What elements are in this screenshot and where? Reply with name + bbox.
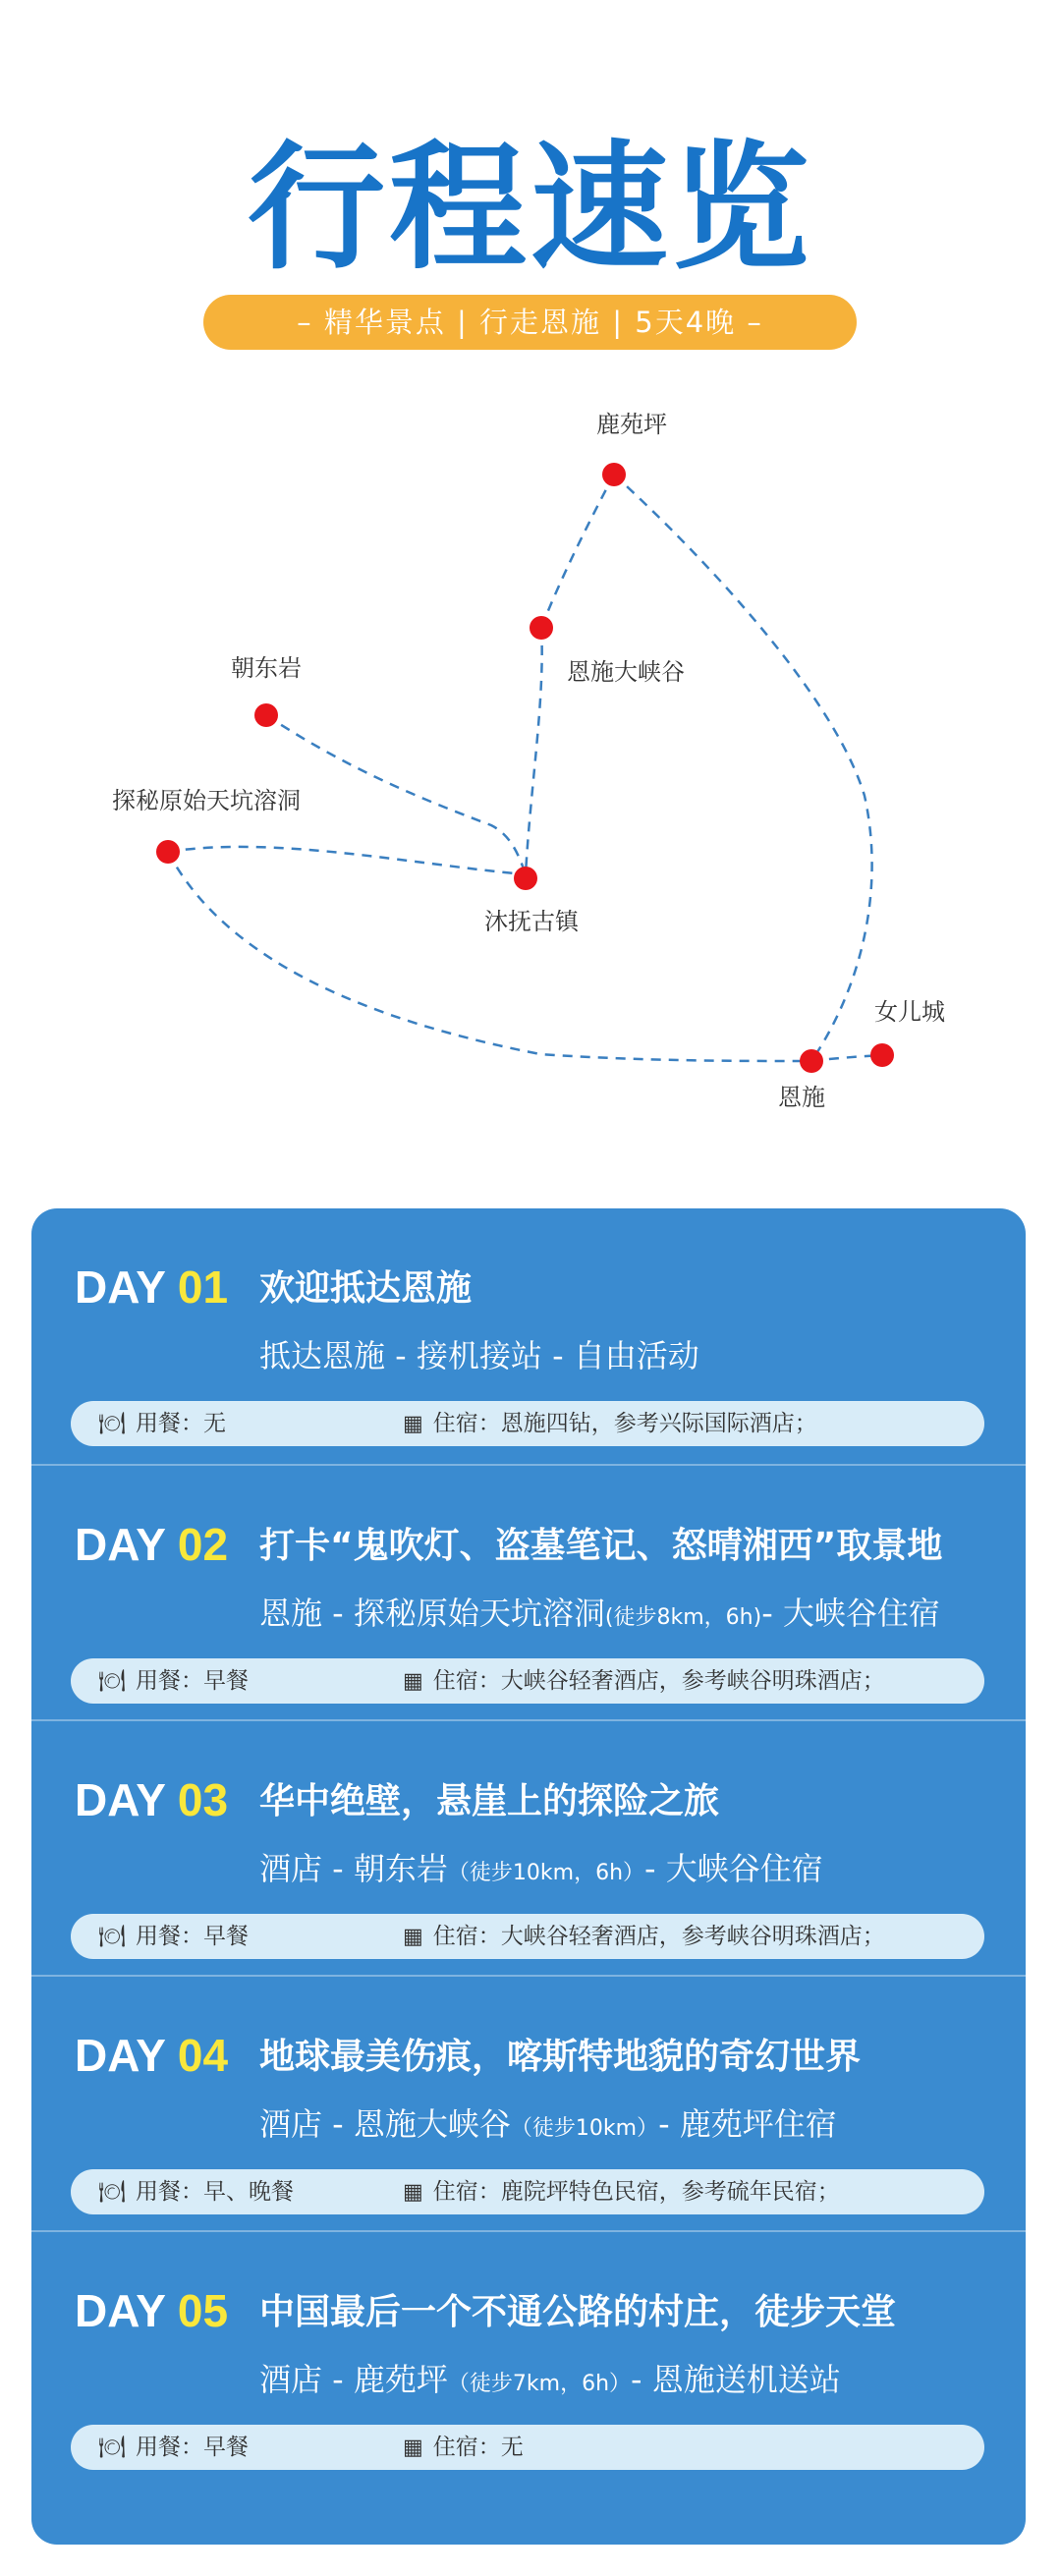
day-card — [31, 1464, 1026, 1721]
day-card — [31, 1208, 1026, 1464]
meal-info: 🍽 用餐：早餐 — [98, 2425, 249, 2471]
day-label: DAY 02 — [75, 1519, 229, 1570]
day-card — [31, 1975, 1026, 2232]
itinerary-panel — [31, 1208, 1026, 2545]
day-title: 欢迎抵达恩施 — [259, 1268, 473, 1309]
day-route: 恩施 - 探秘原始天坑溶洞(徒步8km，6h)- 大峡谷住宿 — [259, 1595, 940, 1632]
day-info-bar — [71, 1658, 984, 1704]
day-info-bar — [71, 2169, 984, 2214]
day-number: 02 — [177, 1519, 229, 1570]
day-number: 03 — [177, 1774, 229, 1825]
marker-en-shi — [800, 1049, 823, 1073]
building-icon: ▦ — [403, 1412, 423, 1436]
page-title: 行程速览 — [247, 129, 813, 289]
stay-info: ▦ 住宿：无 — [403, 2425, 524, 2471]
day-route: 抵达恩施 - 接机接站 - 自由活动 — [259, 1337, 699, 1374]
day-number: 04 — [177, 2030, 229, 2081]
day-card — [31, 2230, 1026, 2488]
stay-info: ▦ 住宿：恩施四钻，参考兴际国际酒店； — [403, 1401, 817, 1447]
day-title: 中国最后一个不通公路的村庄，徒步天堂 — [259, 2292, 897, 2332]
day-label: DAY 04 — [75, 2030, 229, 2081]
utensils-icon: 🍽 — [98, 1669, 126, 1694]
route-map — [0, 373, 1061, 1140]
route-segment — [168, 847, 526, 874]
route-segment — [541, 475, 614, 628]
building-icon: ▦ — [403, 1669, 423, 1694]
place-label: 探秘原始天坑溶洞 — [112, 787, 301, 814]
day-route: 酒店 - 鹿苑坪（徒步7km，6h）- 恩施送机送站 — [259, 2361, 841, 2398]
place-label: 恩施大峡谷 — [567, 658, 685, 686]
route-segment — [266, 715, 526, 874]
route-map-svg — [0, 373, 1061, 1140]
utensils-icon: 🍽 — [98, 2436, 126, 2460]
utensils-icon: 🍽 — [98, 1925, 126, 1949]
place-label: 沐抚古镇 — [484, 908, 579, 935]
route-lines — [168, 475, 882, 1061]
route-segment — [526, 628, 542, 874]
place-label: 朝东岩 — [231, 654, 302, 682]
route-segment — [614, 475, 872, 1061]
place-labels — [112, 411, 945, 1111]
meal-info: 🍽 用餐：早餐 — [98, 1914, 249, 1960]
meal-info: 🍽 用餐：早餐 — [98, 1658, 249, 1705]
day-info-bar — [71, 2425, 984, 2470]
day-title: 华中绝壁，悬崖上的探险之旅 — [259, 1781, 720, 1821]
day-label: DAY 01 — [75, 1261, 229, 1313]
day-number: 05 — [177, 2285, 229, 2336]
place-label: 恩施 — [778, 1084, 825, 1111]
day-title: 打卡“鬼吹灯、盗墓笔记、怒晴湘西”取景地 — [259, 1526, 943, 1566]
utensils-icon: 🍽 — [98, 2180, 126, 2205]
day-number: 01 — [177, 1261, 229, 1313]
day-route: 酒店 - 朝东岩（徒步10km，6h）- 大峡谷住宿 — [259, 1850, 823, 1887]
marker-chao-dong-yan — [254, 703, 278, 727]
stay-info: ▦ 住宿：大峡谷轻奢酒店，参考峡谷明珠酒店； — [403, 1658, 885, 1705]
marker-karst-cave — [156, 840, 180, 864]
route-segment — [168, 852, 811, 1061]
meal-info: 🍽 用餐：早、晚餐 — [98, 2169, 294, 2215]
subtitle-pill: – 精华景点 | 行走恩施 | 5天4晚 – — [203, 295, 857, 350]
day-card — [31, 1719, 1026, 1977]
building-icon: ▦ — [403, 2436, 423, 2460]
marker-lu-yuan-ping — [602, 463, 626, 486]
building-icon: ▦ — [403, 1925, 423, 1949]
place-label: 女儿城 — [874, 998, 945, 1026]
building-icon: ▦ — [403, 2180, 423, 2205]
place-label: 鹿苑坪 — [596, 411, 667, 438]
day-route: 酒店 - 恩施大峡谷（徒步10km）- 鹿苑坪住宿 — [259, 2105, 837, 2143]
day-info-bar — [71, 1914, 984, 1959]
marker-en-shi-canyon — [530, 616, 553, 640]
marker-mu-fu-town — [514, 867, 537, 890]
day-title: 地球最美伤痕，喀斯特地貌的奇幻世界 — [259, 2037, 862, 2077]
stay-info: ▦ 住宿：大峡谷轻奢酒店，参考峡谷明珠酒店； — [403, 1914, 885, 1960]
day-label: DAY 05 — [75, 2285, 229, 2336]
day-info-bar — [71, 1401, 984, 1446]
stay-info: ▦ 住宿：鹿院坪特色民宿，参考硫年民宿； — [403, 2169, 840, 2215]
day-label: DAY 03 — [75, 1774, 229, 1825]
marker-nv-er-cheng — [870, 1043, 894, 1067]
place-markers — [156, 463, 894, 1073]
meal-info: 🍽 用餐：无 — [98, 1401, 226, 1447]
utensils-icon: 🍽 — [98, 1412, 126, 1436]
